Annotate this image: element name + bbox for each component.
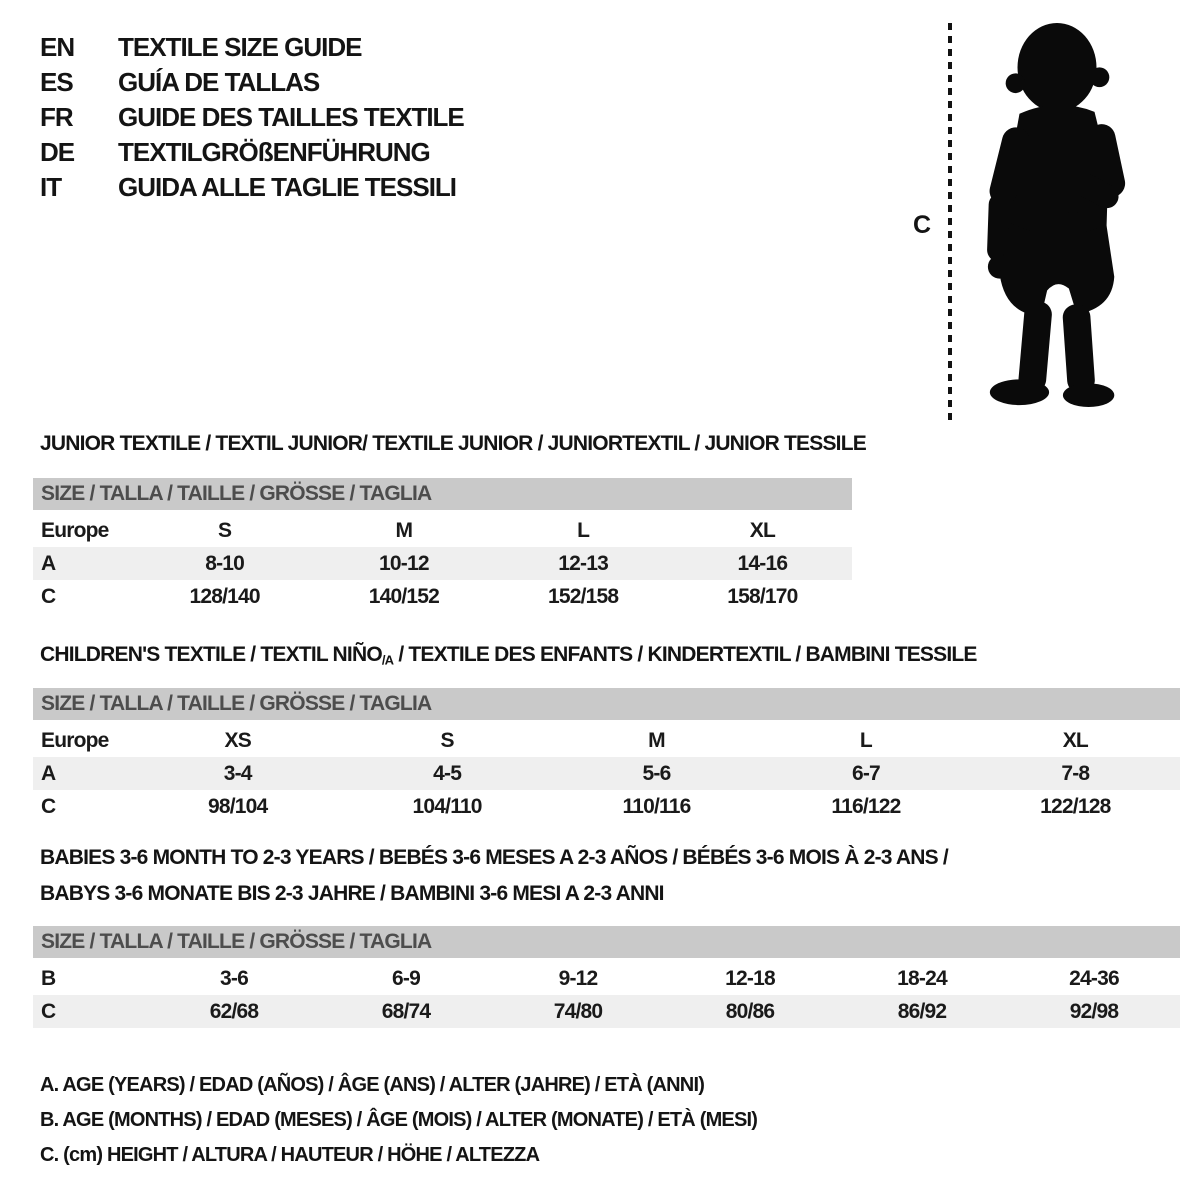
age-months-cell: 18-24 <box>897 966 947 990</box>
height-measure-figure <box>905 15 1160 427</box>
lang-code: FR <box>40 102 73 132</box>
size-header-label: SIZE / TALLA / TAILLE / GRÖSSE / TAGLIA <box>41 692 432 715</box>
size-cell: XS <box>224 728 251 752</box>
table-row-c <box>33 995 1180 1028</box>
size-header-bar <box>33 688 1180 720</box>
age-cell: 7-8 <box>1061 761 1090 785</box>
size-header-label: SIZE / TALLA / TAILLE / GRÖSSE / TAGLIA <box>41 930 432 953</box>
lang-code: EN <box>40 32 75 62</box>
children-title-suffix: / TEXTILE DES ENFANTS / KINDERTEXTIL / BAMBINI TESSILE <box>393 643 977 666</box>
table-row-a <box>33 757 1180 790</box>
table-row-a <box>33 547 852 580</box>
row-label: C <box>41 999 56 1023</box>
age-cell: 4-5 <box>433 761 462 785</box>
size-header-label: SIZE / TALLA / TAILLE / GRÖSSE / TAGLIA <box>41 482 432 505</box>
lang-row-fr <box>40 100 464 135</box>
lang-title: GUÍA DE TALLAS <box>118 67 320 97</box>
babies-size-table <box>33 926 1180 1028</box>
height-cell: 116/122 <box>831 794 901 818</box>
lang-title: TEXTILE SIZE GUIDE <box>118 32 362 62</box>
children-title-prefix: CHILDREN'S TEXTILE / TEXTIL NIÑO <box>40 643 382 666</box>
age-cell: 12-13 <box>558 551 608 575</box>
toddler-silhouette-icon <box>957 20 1157 410</box>
age-cell: 5-6 <box>642 761 671 785</box>
height-measure-label: C <box>913 211 932 239</box>
size-cell: M <box>648 728 665 752</box>
measure-legend <box>40 1068 757 1173</box>
row-label: A <box>41 551 56 575</box>
age-months-cell: 6-9 <box>392 966 420 990</box>
size-cell: L <box>577 518 590 542</box>
size-cell: XL <box>1062 728 1088 752</box>
lang-code: DE <box>40 137 75 167</box>
children-title-sub: /A <box>381 652 394 668</box>
age-months-cell: 9-12 <box>558 966 598 990</box>
height-cell: 86/92 <box>897 999 947 1023</box>
age-cell: 10-12 <box>379 551 429 575</box>
babies-section-title-line2: BABYS 3-6 MONATE BIS 2-3 JAHRE / BAMBINI 3-6 MESI A 2-3 ANNI <box>40 882 664 905</box>
height-cell: 68/74 <box>381 999 431 1023</box>
legend-row-c: C. (cm) HEIGHT / ALTURA / HAUTEUR / HÖHE / ALTEZZA <box>40 1144 540 1166</box>
table-row-europe <box>33 724 1180 757</box>
legend-row-b: B. AGE (MONTHS) / EDAD (MESES) / ÂGE (MOIS) / ALTER (MONATE) / ETÀ (MESI) <box>40 1109 758 1131</box>
height-cell: 122/128 <box>1040 794 1111 818</box>
junior-section-title: JUNIOR TEXTILE / TEXTIL JUNIOR/ TEXTILE JUNIOR / JUNIORTEXTIL / JUNIOR TESSILE <box>40 432 866 455</box>
size-header-bar <box>33 926 1180 958</box>
height-cell: 62/68 <box>209 999 259 1023</box>
table-row-c <box>33 580 852 613</box>
legend-row-a: A. AGE (YEARS) / EDAD (AÑOS) / ÂGE (ANS) / ALTER (JAHRE) / ETÀ (ANNI) <box>40 1074 705 1096</box>
lang-row-it <box>40 170 464 205</box>
age-months-cell: 3-6 <box>220 966 248 990</box>
table-row-europe <box>33 514 852 547</box>
age-cell: 6-7 <box>851 761 880 785</box>
lang-title: TEXTILGRÖßENFÜHRUNG <box>118 137 430 167</box>
height-cell: 128/140 <box>189 584 260 608</box>
lang-row-es <box>40 65 464 100</box>
height-cell: 104/110 <box>412 794 482 818</box>
age-cell: 14-16 <box>737 551 788 575</box>
row-label: C <box>41 794 56 818</box>
height-cell: 152/158 <box>547 584 619 608</box>
lang-row-de <box>40 135 464 170</box>
lang-row-en <box>40 30 464 65</box>
row-label: B <box>41 966 56 990</box>
junior-size-table <box>33 478 852 613</box>
height-cell: 74/80 <box>553 999 603 1023</box>
height-measure-line <box>948 23 952 421</box>
table-row-b <box>33 962 1180 995</box>
size-header-bar <box>33 478 852 510</box>
height-cell: 92/98 <box>1069 999 1119 1023</box>
children-section-title <box>40 643 977 667</box>
lang-title: GUIDE DES TAILLES TEXTILE <box>118 102 464 132</box>
table-row-c <box>33 790 1180 823</box>
size-cell: S <box>218 518 232 542</box>
age-cell: 3-4 <box>223 761 252 785</box>
height-cell: 98/104 <box>207 794 268 818</box>
size-cell: S <box>440 728 454 752</box>
size-cell: L <box>859 728 872 752</box>
height-cell: 80/86 <box>725 999 775 1023</box>
size-cell: M <box>395 518 413 542</box>
lang-title: GUIDA ALLE TAGLIE TESSILI <box>118 172 457 202</box>
row-label: Europe <box>41 728 109 752</box>
language-title-list <box>40 30 464 205</box>
row-label: A <box>41 761 56 785</box>
age-cell: 8-10 <box>205 551 245 575</box>
children-size-table <box>33 688 1180 823</box>
lang-code: ES <box>40 67 73 97</box>
babies-section-title-line1: BABIES 3-6 MONTH TO 2-3 YEARS / BEBÉS 3-6 MESES A 2-3 AÑOS / BÉBÉS 3-6 MOIS À 2-3 ANS / <box>40 846 948 869</box>
lang-code: IT <box>40 172 62 202</box>
height-cell: 158/170 <box>727 584 798 608</box>
size-cell: XL <box>749 518 775 542</box>
age-months-cell: 12-18 <box>725 966 775 990</box>
age-months-cell: 24-36 <box>1069 966 1119 990</box>
height-cell: 110/116 <box>622 794 691 818</box>
row-label: C <box>41 584 56 608</box>
height-cell: 140/152 <box>368 584 440 608</box>
row-label: Europe <box>41 518 109 542</box>
